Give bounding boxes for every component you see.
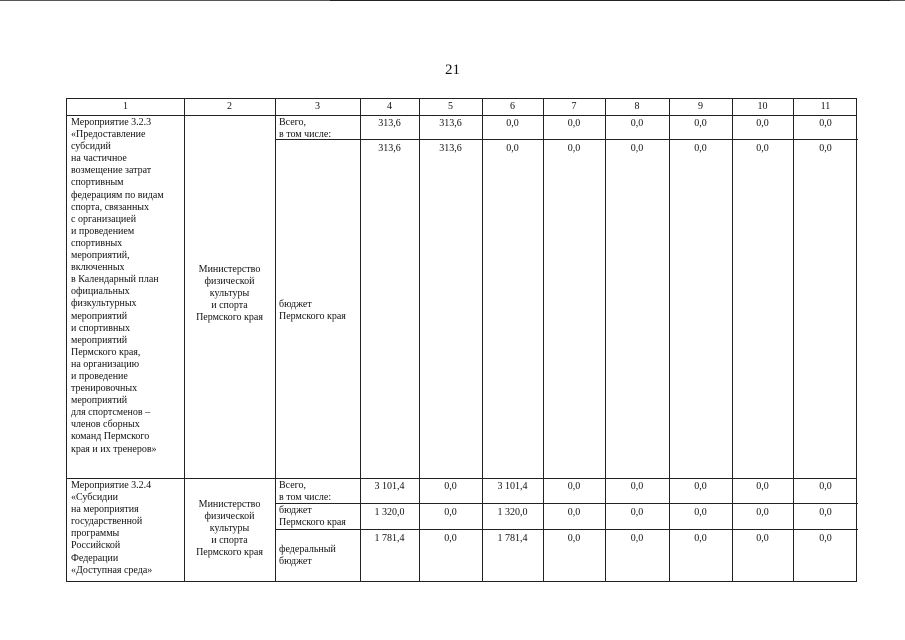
block2-subrow-rule-1 — [275, 503, 858, 504]
b2r1-col6: 1 320,0 — [497, 507, 528, 518]
b2r1-col5: 0,0 — [444, 507, 457, 518]
block2-subrow-rule-2 — [275, 529, 858, 530]
b1r0-col7: 0,0 — [567, 118, 581, 129]
b1r0-col8: 0,0 — [630, 118, 644, 129]
b2r2-col8: 0,0 — [630, 533, 644, 544]
col-header-9: 9 — [698, 101, 703, 112]
b2r2-col4: 1 781,4 — [374, 533, 405, 544]
block1-executor: Министерство физической культуры и спорта Пермского края — [196, 264, 263, 324]
b2r1-col11: 0,0 — [819, 507, 832, 518]
b1r1-col4: 313,6 — [378, 143, 401, 154]
b1r1-col9: 0,0 — [694, 143, 707, 154]
b1r1-col11: 0,0 — [819, 143, 832, 154]
b1r1-col8: 0,0 — [630, 143, 644, 154]
b1r1-col6: 0,0 — [506, 143, 519, 154]
block1-subrow-rule — [275, 139, 858, 140]
col-header-10: 10 — [757, 101, 768, 112]
col-header-4: 4 — [387, 101, 392, 112]
b1r0-col9: 0,0 — [694, 118, 707, 129]
b1r0-col5: 313,6 — [439, 118, 462, 129]
block1-source-regional: бюджет Пермского края — [279, 299, 346, 323]
b2r0-col9: 0,0 — [694, 481, 707, 492]
block2-executor: Министерство физической культуры и спорта Пермского края — [196, 499, 263, 559]
col-rule-2 — [275, 99, 276, 581]
b2r0-col7: 0,0 — [567, 481, 581, 492]
page-top-rule-dark — [330, 0, 890, 1]
b2r1-col7: 0,0 — [567, 507, 581, 518]
col-header-2: 2 — [227, 101, 232, 112]
b2r1-col10: 0,0 — [756, 507, 769, 518]
b2r0-col5: 0,0 — [444, 481, 457, 492]
block2-source-total: Всего, в том числе: — [279, 480, 332, 504]
col-header-3: 3 — [315, 101, 320, 112]
b2r2-col7: 0,0 — [567, 533, 581, 544]
b2r0-col4: 3 101,4 — [374, 481, 405, 492]
b2r1-col4: 1 320,0 — [374, 507, 405, 518]
b1r1-col5: 313,6 — [439, 143, 462, 154]
col-header-6: 6 — [510, 101, 515, 112]
block2-activity-name: Мероприятие 3.2.4 «Субсидии на мероприятия государственной программы Российской Федерации «Доступная среда» — [71, 480, 153, 576]
b2r2-col10: 0,0 — [756, 533, 769, 544]
b2r1-col9: 0,0 — [694, 507, 707, 518]
block1-activity-name: Мероприятие 3.2.3 «Предоставление субсидий на частичное возмещение затрат спортивным федерациям по видам спорта, связанных с организацией и проведением спортивных мероприятий, включенных в Календарный план официальных физкультурных мероприятий и спортивных мероприятий Пермского края, на организацию и проведение тренировочных мероприятий для спортсменов – членов сборных команд Пермского края и их тренеров» — [71, 117, 164, 455]
b1r0-col4: 313,6 — [378, 118, 401, 129]
b2r0-col8: 0,0 — [630, 481, 644, 492]
col-header-1: 1 — [123, 101, 128, 112]
b1r0-col11: 0,0 — [819, 118, 832, 129]
b2r0-col6: 3 101,4 — [497, 481, 528, 492]
b1r1-col10: 0,0 — [756, 143, 769, 154]
b2r2-col6: 1 781,4 — [497, 533, 528, 544]
block-separator-rule — [67, 478, 856, 479]
b2r0-col10: 0,0 — [756, 481, 769, 492]
col-header-8: 8 — [634, 101, 640, 112]
b2r2-col9: 0,0 — [694, 533, 707, 544]
b1r0-col10: 0,0 — [756, 118, 769, 129]
budget-table — [66, 98, 857, 582]
b1r1-col7: 0,0 — [567, 143, 581, 154]
page-number: 21 — [445, 62, 460, 78]
block2-source-regional: бюджет Пермского края — [279, 505, 346, 529]
col-header-11: 11 — [820, 101, 831, 112]
b1r0-col6: 0,0 — [506, 118, 519, 129]
block1-source-total: Всего, в том числе: — [279, 117, 332, 141]
header-row-rule — [67, 115, 856, 116]
block2-source-federal: федеральный бюджет — [279, 544, 336, 568]
b2r2-col11: 0,0 — [819, 533, 832, 544]
b2r0-col11: 0,0 — [819, 481, 832, 492]
b2r2-col5: 0,0 — [444, 533, 457, 544]
col-header-5: 5 — [448, 101, 453, 112]
b2r1-col8: 0,0 — [630, 507, 644, 518]
col-header-7: 7 — [571, 101, 577, 112]
